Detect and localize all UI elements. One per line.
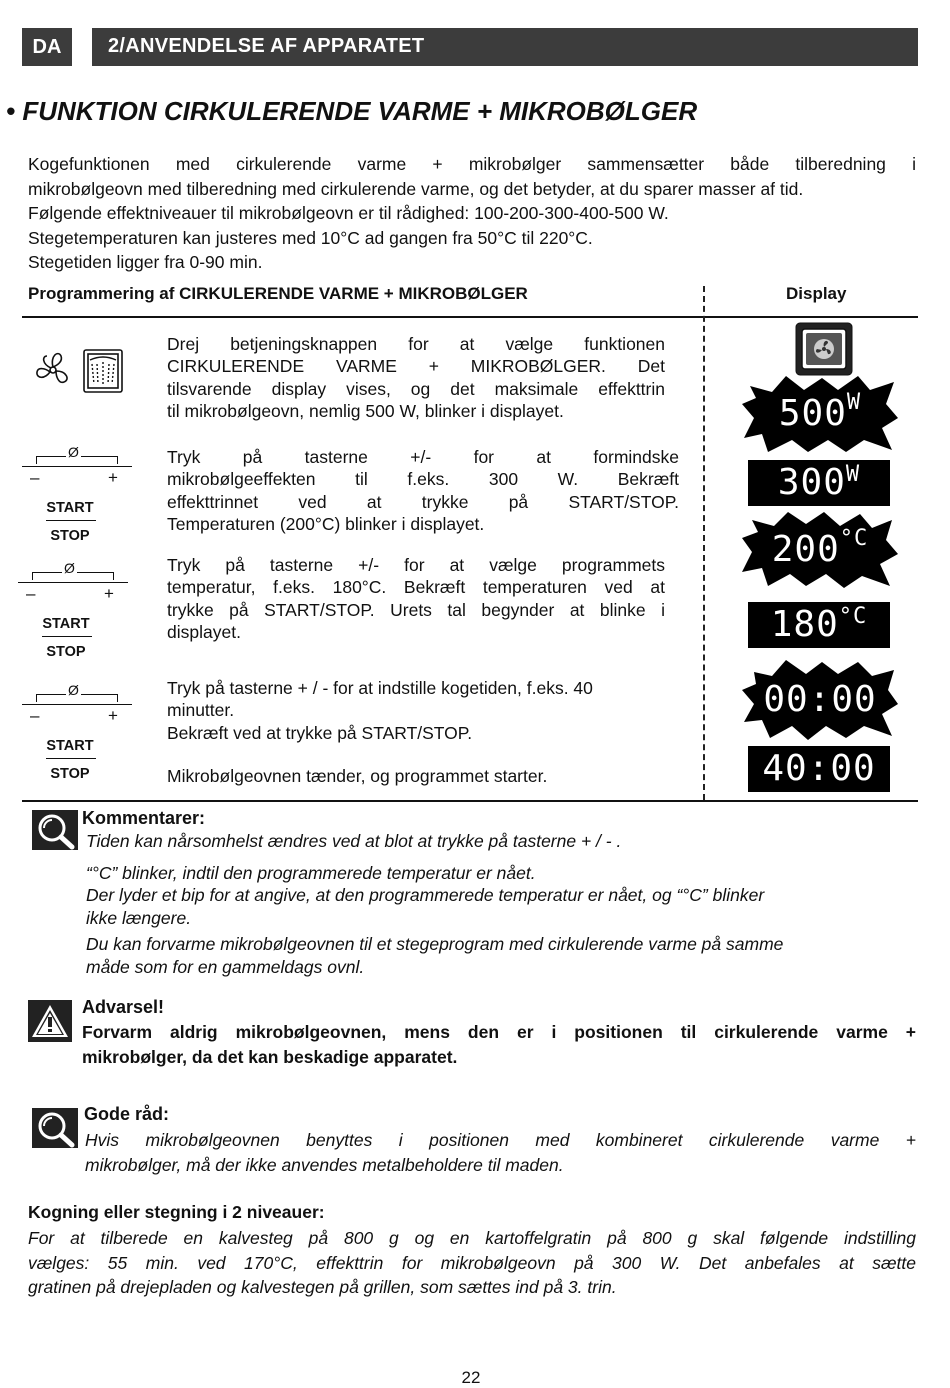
intro-line: Stegetemperaturen kan justeres med 10°C ad gangen fra 50°C til 220°C. — [28, 227, 593, 248]
display-180c — [748, 602, 890, 648]
fan-display-icon — [795, 322, 853, 376]
display-digits: 200 — [771, 529, 840, 570]
display-digits: 180 — [770, 604, 839, 645]
tips-line: Hvis mikrobølgeovnen benyttes i positionen med kombineret cirkulerende varme + — [85, 1130, 916, 1150]
table-bottom-rule — [22, 800, 918, 802]
step-line: mikrobølgeeffekten til f.eks. 300 W. Bekræft — [167, 469, 679, 490]
display-4000: 40:00 — [748, 746, 890, 792]
warning-icon — [28, 1000, 72, 1042]
null-symbol-icon: Ø — [64, 560, 75, 576]
tips-title: Gode råd: — [84, 1104, 170, 1124]
intro-paragraph — [28, 152, 916, 275]
null-symbol-icon: Ø — [68, 444, 79, 460]
intro-line: Stegetiden ligger fra 0-90 min. — [28, 252, 263, 272]
display-300w — [748, 460, 890, 506]
display-unit: W — [846, 390, 862, 415]
step-3-text — [167, 554, 665, 643]
step-2-text — [167, 446, 679, 535]
minus-key: – — [26, 584, 36, 603]
step-5-text — [167, 765, 679, 787]
display-burst-500w — [742, 374, 898, 454]
comment-line: ikke længere. — [86, 907, 192, 928]
display-value — [742, 510, 898, 590]
step-line: Drej betjeningsknappen for at vælge funktionen — [167, 334, 665, 354]
step-line: effekttrinnet ved at trykke på START/STOP. — [167, 491, 679, 512]
step-line: minutter. — [167, 700, 235, 721]
step-line: displayet. — [167, 621, 241, 642]
step-line: CIRKULERENDE VARME + MIKROBØLGER. Det — [167, 356, 665, 377]
step-1-text — [167, 333, 665, 422]
display-digits: 500 — [778, 393, 847, 434]
comment-line: Tiden kan nårsomhelst ændres ved at blot at trykke på tasterne + / - . — [86, 831, 622, 851]
plus-key: + — [108, 468, 118, 487]
column-divider — [703, 286, 705, 800]
table-top-rule — [22, 316, 918, 318]
keypad-rule — [22, 704, 132, 705]
stop-key: STOP — [50, 766, 90, 782]
tips-text — [85, 1128, 916, 1177]
minus-key: – — [30, 706, 40, 725]
start-key: START — [42, 616, 90, 632]
display-burst-200c — [742, 510, 898, 590]
warning-line: Forvarm aldrig mikrobølgeovnen, mens den er i positionen til cirkulerende varme + — [82, 1022, 916, 1042]
display-unit: W — [845, 462, 861, 487]
intro-line: mikrobølgeovn med tilberedning med cirkulerende varme, og det betyder, at du sparer masser af tid. — [28, 178, 804, 199]
stop-key: STOP — [50, 528, 90, 544]
display-unit: °C — [838, 604, 868, 629]
two-levels-line: vælges: 55 min. ved 170°C, effekttrin for mikrobølgeovn på 300 W. Det anbefales at sætte — [28, 1252, 916, 1273]
plus-key: + — [108, 706, 118, 725]
warning-line: mikrobølger, da det kan beskadige apparatet. — [82, 1047, 458, 1067]
display-value — [742, 374, 898, 454]
two-levels-line: gratinen på drejepladen og kalvestegen på grillen, som sættes ind på 3. trin. — [28, 1277, 617, 1297]
chapter-header: 2/ANVENDELSE AF APPARATET — [92, 28, 918, 66]
magnifier-icon — [32, 810, 78, 850]
display-unit: °C — [839, 526, 869, 551]
key-separator — [46, 520, 96, 521]
page-number: 22 — [461, 1368, 481, 1387]
fan-heat-function-icon — [34, 346, 126, 396]
comments-text — [86, 830, 916, 978]
comment-line: Der lyder et bip for at angive, at den programmerede temperatur er nået, og “°C” blinker — [86, 885, 765, 905]
comment-line: “°C” blinker, indtil den programmerede temperatur er nået. — [86, 862, 536, 883]
programming-header: Programmering af CIRKULERENDE VARME + MIKROBØLGER — [28, 284, 528, 303]
keypad-icon — [22, 682, 132, 804]
two-levels-text — [28, 1226, 916, 1300]
keypad-icon — [22, 444, 132, 566]
plus-key: + — [104, 584, 114, 603]
step-line: Tryk på tasterne + / - for at indstille kogetiden, f.eks. 40 — [167, 678, 593, 698]
step-line: til mikrobølgeovn, nemlig 500 W, blinker i displayet. — [167, 400, 564, 421]
step-line: Tryk på tasterne +/- for at formindske — [167, 447, 679, 467]
step-line: tilsvarende display vises, og det maksimale effekttrin — [167, 378, 665, 399]
start-key: START — [46, 500, 94, 516]
start-key: START — [46, 738, 94, 754]
keypad-rule — [22, 466, 132, 467]
language-badge: DA — [22, 28, 72, 66]
display-digits: 300 — [777, 462, 846, 503]
comments-title: Kommentarer: — [82, 808, 206, 828]
step-line: Temperaturen (200°C) blinker i displayet. — [167, 513, 485, 534]
null-symbol-icon: Ø — [68, 682, 79, 698]
stop-key: STOP — [46, 644, 86, 660]
two-levels-title: Kogning eller stegning i 2 niveauer: — [28, 1202, 325, 1222]
warning-text — [82, 1020, 916, 1070]
key-separator — [42, 636, 92, 637]
minus-key: – — [30, 468, 40, 487]
intro-line: Følgende effektniveauer til mikrobølgeovn er til rådighed: 100-200-300-400-500 W. — [28, 203, 669, 223]
comment-line: måde som for en gammeldags ovnl. — [86, 956, 365, 977]
display-burst-0000 — [742, 660, 898, 740]
step-4-text — [167, 677, 679, 744]
magnifier-icon — [32, 1108, 78, 1148]
display-value: 00:00 — [763, 679, 877, 720]
step-line: Tryk på tasterne +/- for at vælge programmets — [167, 555, 665, 575]
tips-line: mikrobølger, må der ikke anvendes metalbeholdere til maden. — [85, 1154, 564, 1175]
step-line: Mikrobølgeovnen tænder, og programmet starter. — [167, 766, 548, 786]
key-separator — [46, 758, 96, 759]
page-title: • FUNKTION CIRKULERENDE VARME + MIKROBØLGER — [6, 96, 698, 126]
two-levels-line: For at tilberede en kalvesteg på 800 g og en kartoffelgratin på 800 g skal følgende indstilling — [28, 1228, 916, 1248]
step-line: Bekræft ved at trykke på START/STOP. — [167, 722, 473, 743]
warning-title: Advarsel! — [82, 997, 165, 1017]
keypad-icon — [18, 560, 128, 682]
step-line: temperatur, f.eks. 180°C. Bekræft temperaturen ved at — [167, 577, 665, 598]
keypad-rule — [18, 582, 128, 583]
display-header: Display — [786, 284, 847, 303]
step-line: trykke på START/STOP. Urets tal begynder at blinke i — [167, 599, 665, 620]
comment-line: Du kan forvarme mikrobølgeovnen til et stegeprogram med cirkulerende varme på samme — [86, 934, 784, 954]
intro-line: Kogefunktionen med cirkulerende varme + mikrobølger sammensætter både tilberedning i — [28, 154, 916, 174]
